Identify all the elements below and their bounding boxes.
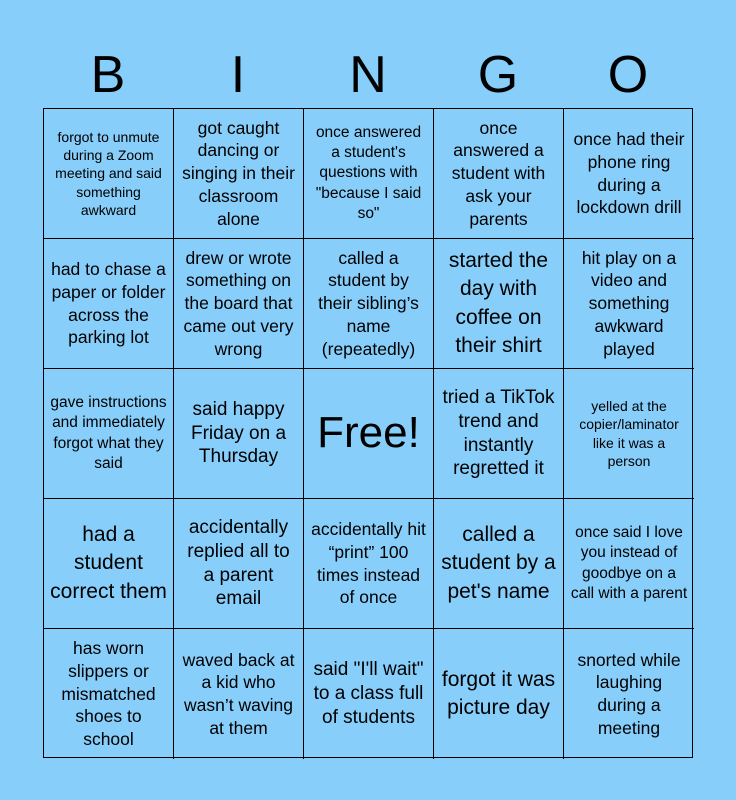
bingo-grid bbox=[43, 108, 693, 758]
bingo-cell[interactable]: accidentally hit “print” 100 times instead of once bbox=[304, 499, 434, 629]
bingo-cell[interactable]: once answered a student with ask your parents bbox=[434, 109, 564, 239]
bingo-cell[interactable]: snorted while laughing during a meeting bbox=[577, 649, 681, 738]
bingo-cell[interactable]: started the day with coffee on their shirt bbox=[434, 239, 564, 369]
bingo-cell[interactable]: accidentally replied all to a parent email bbox=[174, 499, 304, 629]
bingo-cell[interactable]: has worn slippers or mismatched shoes to school bbox=[44, 629, 174, 759]
bingo-cell[interactable]: once had their phone ring during a lockdown drill bbox=[564, 109, 694, 239]
bingo-header bbox=[43, 42, 693, 108]
bingo-cell[interactable]: forgot it was picture day bbox=[434, 629, 564, 759]
bingo-cell[interactable]: waved back at a kid who wasn’t waving at them bbox=[174, 629, 304, 759]
bingo-cell[interactable]: gave instructions and immediately forgot what they said bbox=[44, 369, 174, 499]
bingo-cell[interactable]: called a student by a pet's name bbox=[434, 499, 564, 629]
header-letter-b: B bbox=[90, 46, 126, 104]
header-letter-g: G bbox=[477, 46, 519, 104]
header-letter-o: O bbox=[607, 46, 649, 104]
header-letter-i: I bbox=[230, 46, 246, 104]
bingo-cell[interactable]: got caught dancing or singing in their classroom alone bbox=[174, 109, 304, 239]
free-space[interactable]: Free! bbox=[304, 369, 434, 499]
bingo-cell[interactable]: once answered a student's questions with "because I said so" bbox=[304, 109, 434, 239]
bingo-cell[interactable]: tried a TikTok trend and instantly regretted it bbox=[434, 369, 564, 499]
header-letter-n: N bbox=[349, 46, 387, 104]
bingo-cell[interactable]: once said I love you instead of goodbye on a call with a parent bbox=[564, 499, 694, 629]
bingo-cell[interactable]: hit play on a video and something awkward played bbox=[564, 239, 694, 369]
bingo-cell[interactable]: drew or wrote something on the board that came out very wrong bbox=[174, 239, 304, 369]
bingo-cell[interactable]: had to chase a paper or folder across the parking lot bbox=[44, 239, 174, 369]
bingo-cell[interactable]: forgot to unmute during a Zoom meeting and said something awkward bbox=[44, 109, 174, 239]
bingo-cell[interactable]: had a student correct them bbox=[44, 499, 174, 629]
bingo-cell[interactable]: said happy Friday on a Thursday bbox=[174, 369, 304, 499]
bingo-cell[interactable]: yelled at the copier/laminator like it was a person bbox=[564, 369, 694, 499]
bingo-cell[interactable]: said "I'll wait" to a class full of students bbox=[304, 629, 434, 759]
bingo-cell[interactable]: called a student by their sibling’s name (repeatedly) bbox=[304, 239, 434, 369]
